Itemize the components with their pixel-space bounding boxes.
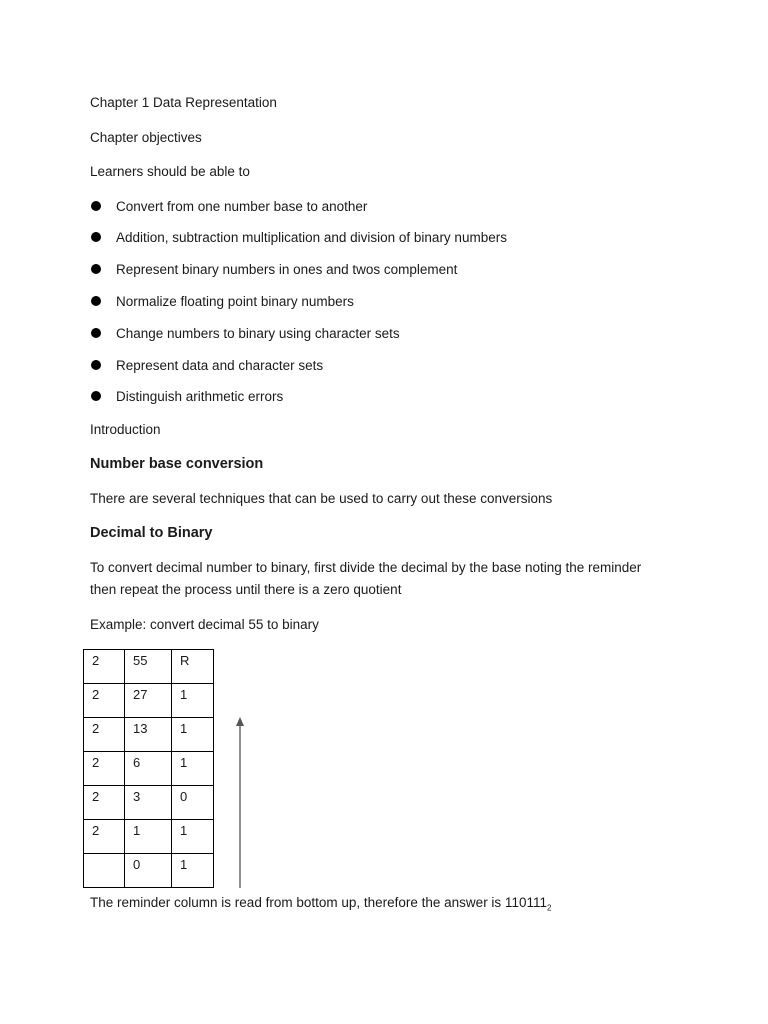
table-cell: 2 [84, 718, 125, 752]
list-item-text: Represent data and character sets [116, 358, 324, 373]
section-text: There are several techniques that can be used to carry out these conversions [90, 491, 553, 506]
section-heading: Number base conversion [90, 456, 264, 472]
table-cell: R [172, 650, 214, 684]
table-cell: 55 [125, 650, 172, 684]
table-cell: 1 [172, 684, 214, 718]
method-text-line-1: To convert decimal number to binary, first divide the decimal by the base noting the reminder [90, 560, 642, 575]
table-cell: 1 [125, 820, 172, 854]
subsection-heading: Decimal to Binary [90, 525, 213, 541]
example-text: Example: convert decimal 55 to binary [90, 617, 319, 632]
table-cell: 0 [172, 786, 214, 820]
table-cell: 2 [84, 684, 125, 718]
method-text-line-2: then repeat the process until there is a zero quotient [90, 582, 402, 597]
conclusion-text [90, 894, 551, 918]
table-cell: 2 [84, 752, 125, 786]
table-row [84, 854, 214, 888]
table-row [84, 684, 214, 718]
learners-intro: Learners should be able to [90, 164, 250, 179]
chapter-title: Chapter 1 Data Representation [90, 95, 277, 110]
list-item-text: Normalize floating point binary numbers [116, 294, 354, 309]
table-cell: 6 [125, 752, 172, 786]
table-cell: 1 [172, 718, 214, 752]
division-table [83, 649, 214, 888]
base-subscript: 2 [546, 903, 552, 913]
table-cell: 1 [172, 820, 214, 854]
table-row [84, 786, 214, 820]
list-item-text: Change numbers to binary using character sets [116, 326, 400, 341]
introduction-heading: Introduction [90, 422, 161, 437]
list-item-text: Convert from one number base to another [116, 199, 368, 214]
list-item-text: Distinguish arithmetic errors [116, 389, 284, 404]
table-cell [84, 854, 125, 888]
table-cell: 3 [125, 786, 172, 820]
bullet-icon [91, 201, 101, 211]
table-cell: 0 [125, 854, 172, 888]
conclusion-text-main: The reminder column is read from bottom up, therefore the answer is 110111 [90, 895, 547, 910]
bullet-icon [91, 232, 101, 242]
table-cell: 2 [84, 820, 125, 854]
bullet-icon [91, 360, 101, 370]
list-item-text: Addition, subtraction multiplication and division of binary numbers [116, 230, 507, 245]
bullet-icon [91, 391, 101, 401]
table-row [84, 650, 214, 684]
bullet-icon [91, 296, 101, 306]
bullet-icon [91, 328, 101, 338]
table-cell: 1 [172, 752, 214, 786]
table-cell: 13 [125, 718, 172, 752]
arrow-up-icon [233, 716, 247, 890]
table-cell: 1 [172, 854, 214, 888]
table-cell: 2 [84, 650, 125, 684]
table-row [84, 820, 214, 854]
table-row [84, 752, 214, 786]
objectives-heading: Chapter objectives [90, 130, 202, 145]
table-cell: 2 [84, 786, 125, 820]
bullet-icon [91, 264, 101, 274]
list-item-text: Represent binary numbers in ones and twos complement [116, 262, 458, 277]
table-cell: 27 [125, 684, 172, 718]
table-row [84, 718, 214, 752]
